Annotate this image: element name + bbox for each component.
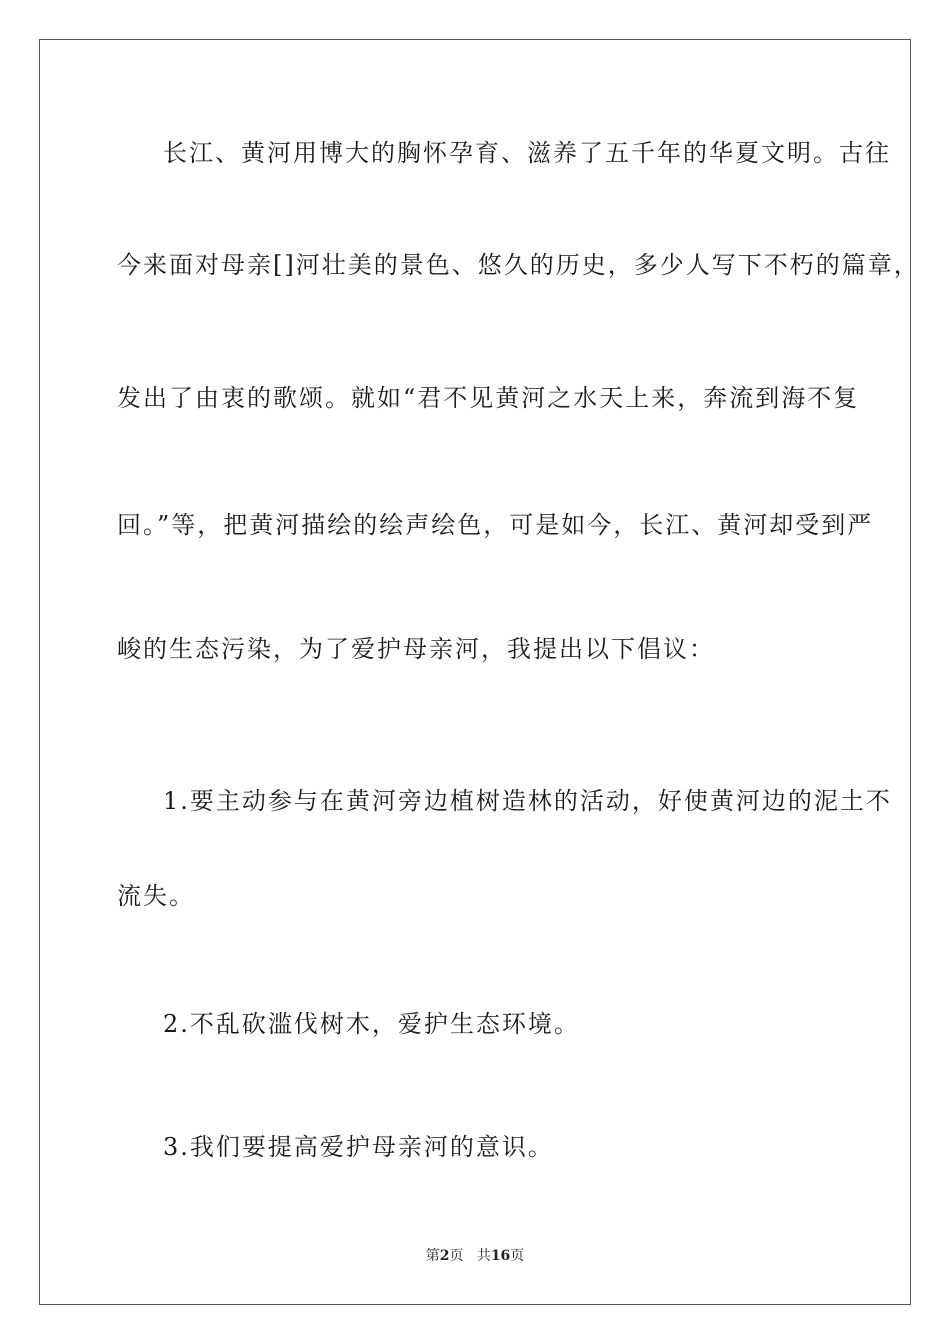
footer-total-suffix: 页 [510,1248,525,1264]
footer-page-suffix: 页 [449,1248,464,1264]
item-3: 3.我们要提高爱护母亲河的意识。 [163,1133,554,1161]
page-footer [0,1246,950,1266]
page-border [39,39,911,1305]
footer-page-prefix: 第 [425,1248,440,1264]
paragraph-1-line-4: 回。”等，把黄河描绘的绘声绘色，可是如今，长江、黄河却受到严 [117,511,874,539]
paragraph-1-line-2: 今来面对母亲[]河壮美的景色、悠久的历史，多少人写下不朽的篇章， [117,251,920,279]
item-1-line-1: 1.要主动参与在黄河旁边植树造林的活动，好使黄河边的泥土不 [163,787,892,815]
footer-page-number: 2 [439,1248,450,1264]
item-1-line-2: 流失。 [117,882,195,910]
paragraph-1-line-1: 长江、黄河用博大的胸怀孕育、滋养了五千年的华夏文明。古往 [163,139,891,167]
paragraph-1-line-5: 峻的生态污染，为了爱护母亲河，我提出以下倡议： [117,635,715,663]
item-2: 2.不乱砍滥伐树木，爱护生态环境。 [163,1010,580,1038]
footer-total-pages: 16 [490,1248,511,1264]
footer-total-prefix: 共 [476,1248,491,1264]
paragraph-1-line-3: 发出了由衷的歌颂。就如“君不见黄河之水天上来，奔流到海不复 [117,384,860,412]
